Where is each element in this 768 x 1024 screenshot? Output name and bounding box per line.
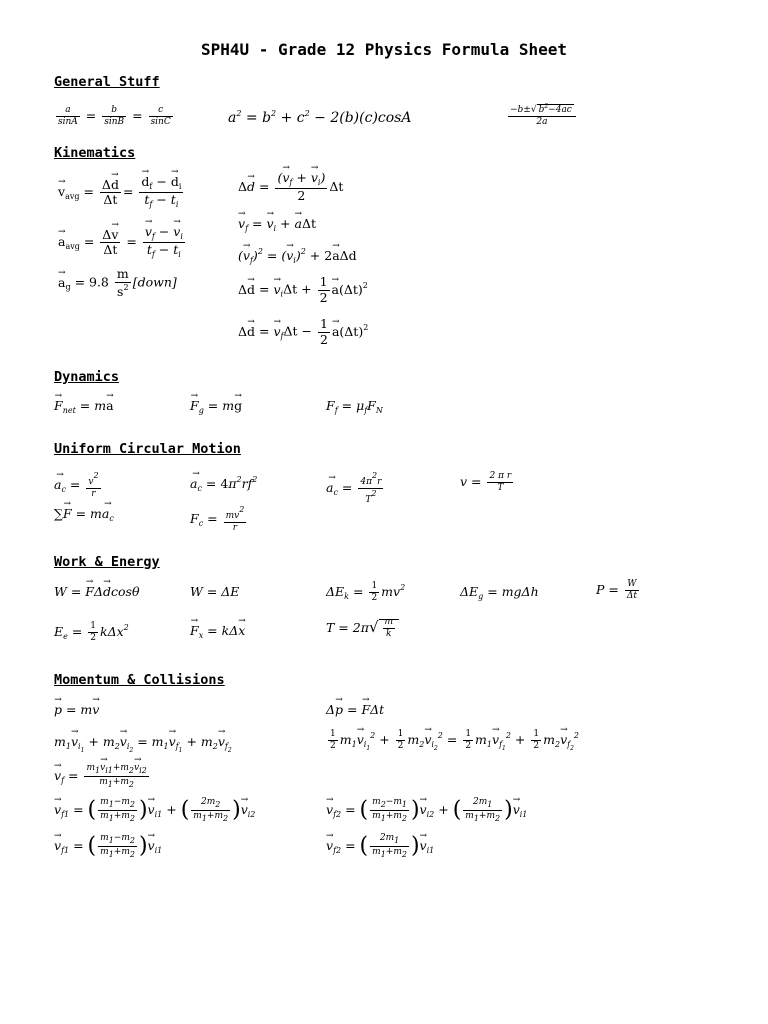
formula-vf2-elastic: → $v_{f2}$ = ( $\frac{m2-m1}{m1+m2}$ )→ $v_{i2}$ + ( $\frac{2m1}{m1+m2}$ )→ $v_{i1}$ [326,798,527,823]
formula-displacement-vf: Δ→ d = → $v_f\Delta t$ − $\frac{1}{2}$ → $a(\Delta t)^2$ [238,318,368,346]
formula-momentum: → p = m→ v [54,704,99,717]
formula-vf-inelastic: → $v_f$ = $\frac{m1\to vi1+m2\to vi2}{m1+m2}$ [54,764,151,789]
formula-hookes-law: → $F_x = k\Delta\to x$ [190,625,245,640]
formula-ac-f: → $a_c = 4\pi^2rf^2$ [190,476,257,493]
formula-potential-energy: $\Delta E_g = mg\Delta h$ [460,584,539,601]
formula-impulse: Δ→ p = → FΔt [326,704,384,717]
formula-vf2-stationary: → $v_{f2}$ = ( $\frac{2m1}{m1+m2}$ )→ $v_{i1}$ [326,834,434,859]
formula-vf1-stationary: → $v_{f1}$ = ( $\frac{m1-m2}{m1+m2}$ )→ $v_{i1}$ [54,834,162,859]
formula-f-net: → $F_{net} = m\to a$ [54,400,114,415]
formula-v-circular: v = $\frac{\text{2 π r}}{T}$ [460,471,512,493]
formula-period-spring: T = 2π√ $\frac{m}{k}$ [326,618,399,639]
formula-f-gravity: → $F_g = m\to g$ [190,400,242,415]
formula-kinetic-conservation: $\frac{1}{2}$ $m_1\to v_{i_1}^2$ + $\frac{1}{2}$ $m_2\to v_{i_2}^2$ = $\frac{1}{2}$ $m_1\to v_{f_1}^2$ + $\frac{1}{2}$ $m_2\to v_{f_2}^2$ [326,730,579,752]
formula-a-avg: → $a_{avg}$ = $\frac{\Delta\to v}{\Delta t}$ = → $\frac{v_f - \to v_i}{t_f - t_i}$ [58,226,187,259]
heading-momentum-collisions: Momentum & Collisions [54,672,225,688]
formula-power: P = $\frac{W}{\Delta t}$ [596,579,637,601]
formula-a-gravity: → $a_g = 9.8$ $\frac{m}{s^2}$ [down] [58,268,177,298]
formula-ac-v: → $a_c$ = $\frac{v2}{r}$ [54,472,103,499]
formula-fc: $F_c$ = $\frac{mv2}{r}$ [190,505,245,533]
formula-cosine-law: $a^2 = b^2 + c^2 - 2(b)(c)\cos A$ [228,109,412,126]
formula-work-energy: W = ΔE [190,584,240,599]
formula-sine-law: $\frac{a}{\sin A}$ = $\frac{b}{\sin B}$ = $\frac{c}{\sin C}$ [58,105,171,127]
formula-displacement-vi: Δ→ d = → $v_i\Delta t$ + $\frac{1}{2}$ → $a(\Delta t)^2$ [238,276,368,304]
formula-vf1-elastic: → $v_{f1}$ = ( $\frac{m1-m2}{m1+m2}$ )→ $v_{i1}$ + ( $\frac{2m2}{m1+m2}$ )→ $v_{i2}$ [54,798,255,823]
formula-ac-t: → $a_c$ = $\frac{4\pi 2r}{T2}$ [326,472,385,505]
formula-work: W = → FΔ→ dcosθ [54,586,139,599]
formula-v-avg: → $v_{avg}$ = $\frac{\Delta\to d}{\Delta t}$ = → $\frac{d_f - \to d_i}{t_f - t_i}$ [58,176,185,209]
formula-sum-f: ∑→ $F = m\to a_c$ [54,508,114,523]
formula-displacement-avg: Δ→ d = $\frac{(\to v_f + \to v_i)}{2}$ Δt [238,172,343,203]
heading-general-stuff: General Stuff [54,74,160,90]
formula-v-final: → $v_f$ = → $v_i$ + → aΔt [238,218,316,233]
heading-work-energy: Work & Energy [54,554,160,570]
heading-kinematics: Kinematics [54,145,136,161]
formula-friction: $F_f = \mu_fF_N$ [326,398,383,415]
heading-uniform-circular-motion: Uniform Circular Motion [54,441,241,457]
formula-quadratic: $\frac{-b\pm√ b^2-4ac}{2a}$ [506,104,578,127]
heading-dynamics: Dynamics [54,369,120,385]
formula-kinetic-energy: $\Delta E_k$ = $\frac{1}{2}$ $mv^2$ [326,581,406,603]
formula-momentum-conservation: $m_1\to v_{i_1} + m_2\to v_{i_2} = m_1\to v_{f_1} + m_2\to v_{f_2}$ [54,736,232,754]
page-title: SPH4U - Grade 12 Physics Formula Sheet [200,40,568,59]
formula-v-squared: (→ $v_f)^2$ = (→ $v_i)^2 + 2\to a\Delta d$ [238,248,357,265]
formula-elastic-energy: $E_e$ = $\frac{1}{2}$ kΔx$^2$ [54,621,129,643]
